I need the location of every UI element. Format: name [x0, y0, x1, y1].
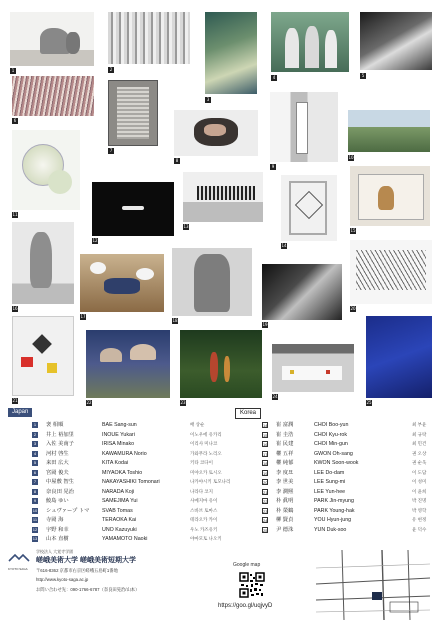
contact-text: お問い合わせ先：090-1766-6787（奈良田晃治/山本）: [36, 587, 140, 592]
artwork-number-9: 9: [271, 164, 275, 169]
artwork-thumb-16: [12, 222, 74, 304]
artwork-number-11: 11: [12, 212, 18, 217]
artwork-number-15: 15: [350, 228, 356, 233]
artwork-number-12: 12: [92, 238, 98, 243]
artwork-number-3: 3: [206, 97, 210, 102]
artwork-thumb-3: [205, 12, 257, 94]
school-name: 嵯峨美術大学 嵯峨美術短期大学: [36, 557, 136, 564]
artwork-number-5: 5: [361, 73, 365, 78]
artwork-thumb-18: [172, 248, 252, 316]
artwork-number-19: 19: [262, 322, 268, 327]
map-url-link[interactable]: https://goo.gl/uqjvyD: [218, 603, 273, 609]
artwork-thumb-15: [350, 166, 430, 226]
artwork-thumb-23: [180, 330, 262, 398]
artwork-number-8: 8: [175, 158, 179, 163]
artwork-number-24: 24: [272, 394, 278, 399]
artwork-number-23: 23: [180, 400, 186, 405]
artwork-thumb-9: [270, 92, 338, 162]
logo-text: KYOTO SAGA: [8, 567, 28, 571]
artwork-number-20: 20: [350, 306, 356, 311]
artwork-thumb-17: [80, 254, 164, 312]
school-small-label: 学校法人 大覚寺学園: [36, 549, 74, 554]
artwork-number-18: 18: [172, 318, 178, 323]
school-logo: [8, 548, 30, 571]
artwork-thumb-14: [281, 175, 337, 241]
artwork-number-6: 6: [13, 118, 17, 123]
artwork-number-22: 22: [86, 400, 92, 405]
artwork-number-21: 21: [12, 398, 18, 403]
artwork-number-1: 1: [11, 68, 15, 73]
artwork-number-17: 17: [80, 314, 86, 319]
artwork-thumb-22: [86, 330, 170, 398]
artwork-thumb-7: [108, 80, 158, 146]
artwork-number-2: 2: [109, 67, 113, 72]
korea-section-label: Korea: [235, 408, 261, 419]
artwork-number-4: 4: [272, 75, 276, 80]
artwork-thumb-12: [92, 182, 174, 236]
location-map: [312, 548, 434, 622]
artwork-thumb-4: [271, 12, 349, 72]
artwork-number-10: 10: [348, 155, 354, 160]
address-text: 〒616-8362 京都市右京区嵯峨五島町1番地: [36, 568, 118, 573]
artwork-thumb-5: [360, 12, 432, 70]
artwork-number-25: 25: [366, 400, 372, 405]
artwork-thumb-21: [12, 316, 74, 396]
artwork-thumb-8: [174, 110, 258, 156]
artwork-number-7: 7: [109, 148, 113, 153]
google-map-label: Google map: [233, 562, 261, 568]
japan-section-label: Japan: [8, 408, 32, 417]
artwork-thumb-10: [348, 110, 430, 152]
artwork-thumb-24: [272, 344, 354, 392]
artwork-thumb-19: [262, 264, 342, 320]
qr-code[interactable]: [239, 572, 265, 598]
artwork-thumb-2: [108, 12, 190, 64]
artwork-thumb-13: [183, 172, 263, 222]
artwork-thumb-20: [350, 240, 432, 304]
artwork-thumb-11: [12, 130, 80, 210]
website-link[interactable]: http://www.kyoto-saga.ac.jp: [36, 577, 89, 582]
artwork-thumb-25: [366, 316, 432, 398]
artwork-number-16: 16: [12, 306, 18, 311]
artwork-thumb-1: [10, 12, 94, 66]
artwork-number-13: 13: [183, 224, 189, 229]
artwork-number-14: 14: [281, 243, 287, 248]
artwork-thumb-6: [12, 76, 94, 116]
